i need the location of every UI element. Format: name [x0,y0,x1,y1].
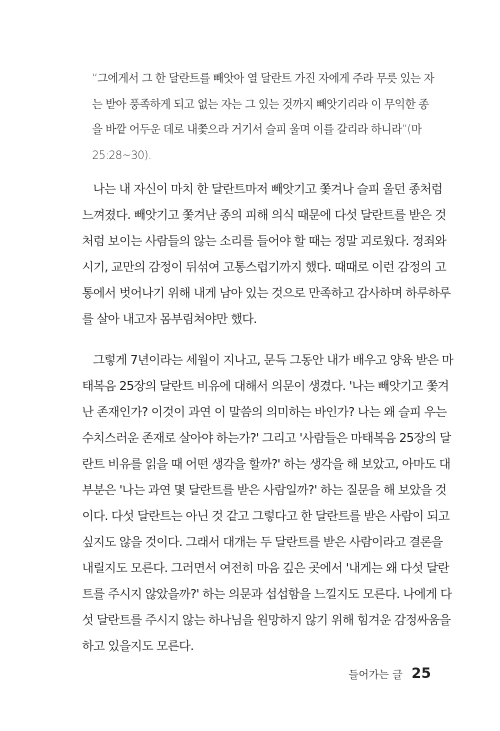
paragraph-line: 내릴지도 모른다. 그러면서 여전히 마음 깊은 곳에서 '내게는 왜 다섯 달란 [82,561,449,575]
paragraph-line: 통에서 벗어나기 위해 내게 남아 있는 것으로 만족하고 감사하며 하루하루 [82,286,451,300]
paragraph-line: 느껴졌다. 빼앗기고 쫓겨난 종의 피해 의식 때문에 다섯 달란트를 받은 것 [82,208,447,222]
paragraph-line: 태복음 25장의 달란트 비유에 대해서 의문이 생겼다. '나는 빼앗기고 쫓겨 [82,379,449,393]
page-number: 25 [411,666,431,682]
paragraph-line: 처럼 보이는 사람들의 않는 소리를 들어야 할 때는 정말 괴로웠다. 정죄와 [82,234,447,248]
paragraph-line: 그렇게 7년이라는 세월이 지나고, 문득 그동안 내가 배우고 양육 받은 마 [93,353,454,367]
quote-line: 는 받아 풍족하게 되고 없는 자는 그 있는 것까지 빼앗기리라 이 무익한 종 [92,97,429,111]
paragraph-2 [82,347,454,659]
paragraph-line: 하고 있을지도 모른다. [82,639,194,653]
paragraph-line: 이다. 다섯 달란트는 아닌 것 같고 그렇다고 한 달란트를 받은 사람이 되고 [82,509,450,523]
paragraph-line: 수치스러운 존재로 살아야 하는가?' 그리고 '사람들은 마태복음 25장의 달 [82,431,451,445]
scripture-quote [92,66,435,168]
paragraph-line: 를 살아 내고자 몸부림쳐야만 했다. [82,312,257,326]
quote-line: “그에게서 그 한 달란트를 빼앗아 열 달란트 가진 자에게 주라 무릇 있는 자 [92,72,435,85]
quote-line: 을 바깥 어두운 데로 내쫓으라 거기서 슬피 울며 이를 갈리라 하니라”(마 [92,123,422,136]
running-head: 들어가는 글 [348,669,403,681]
paragraph-line: 싶지도 않을 것이다. 그래서 대개는 두 달란트를 받은 사람이라고 결론을 [82,535,443,549]
paragraph-line: 트를 주시지 않았을까?' 하는 의문과 섭섭함을 느낄지도 모른다. 나에게 다 [82,587,452,601]
paragraph-line: 나는 내 자신이 마치 한 달란트마저 빼앗기고 쫓겨나 슬피 울던 종처럼 [93,182,443,196]
quote-line: 25:28~30). [92,148,152,162]
paragraph-line: 섯 달란트를 주시지 않는 하나님을 원망하지 않기 위해 힘겨운 감정싸움을 [82,613,451,627]
page-footer [348,666,431,682]
paragraph-line: 시기, 교만의 감정이 뒤섞여 고통스럽기까지 했다. 때때로 이런 감정의 고 [82,260,447,274]
paragraph-line: 부분은 '나는 과연 몇 달란트를 받은 사람일까?' 하는 질문을 해 보았을 것 [82,483,447,497]
paragraph-1 [82,176,451,332]
paragraph-line: 난 존재인가? 이것이 과연 이 말씀의 의미하는 바인가? 나는 왜 슬피 우는 [82,405,447,419]
paragraph-line: 란트 비유를 읽을 때 어떤 생각을 할까?' 하는 생각을 해 보았고, 아마도 대 [82,457,451,471]
